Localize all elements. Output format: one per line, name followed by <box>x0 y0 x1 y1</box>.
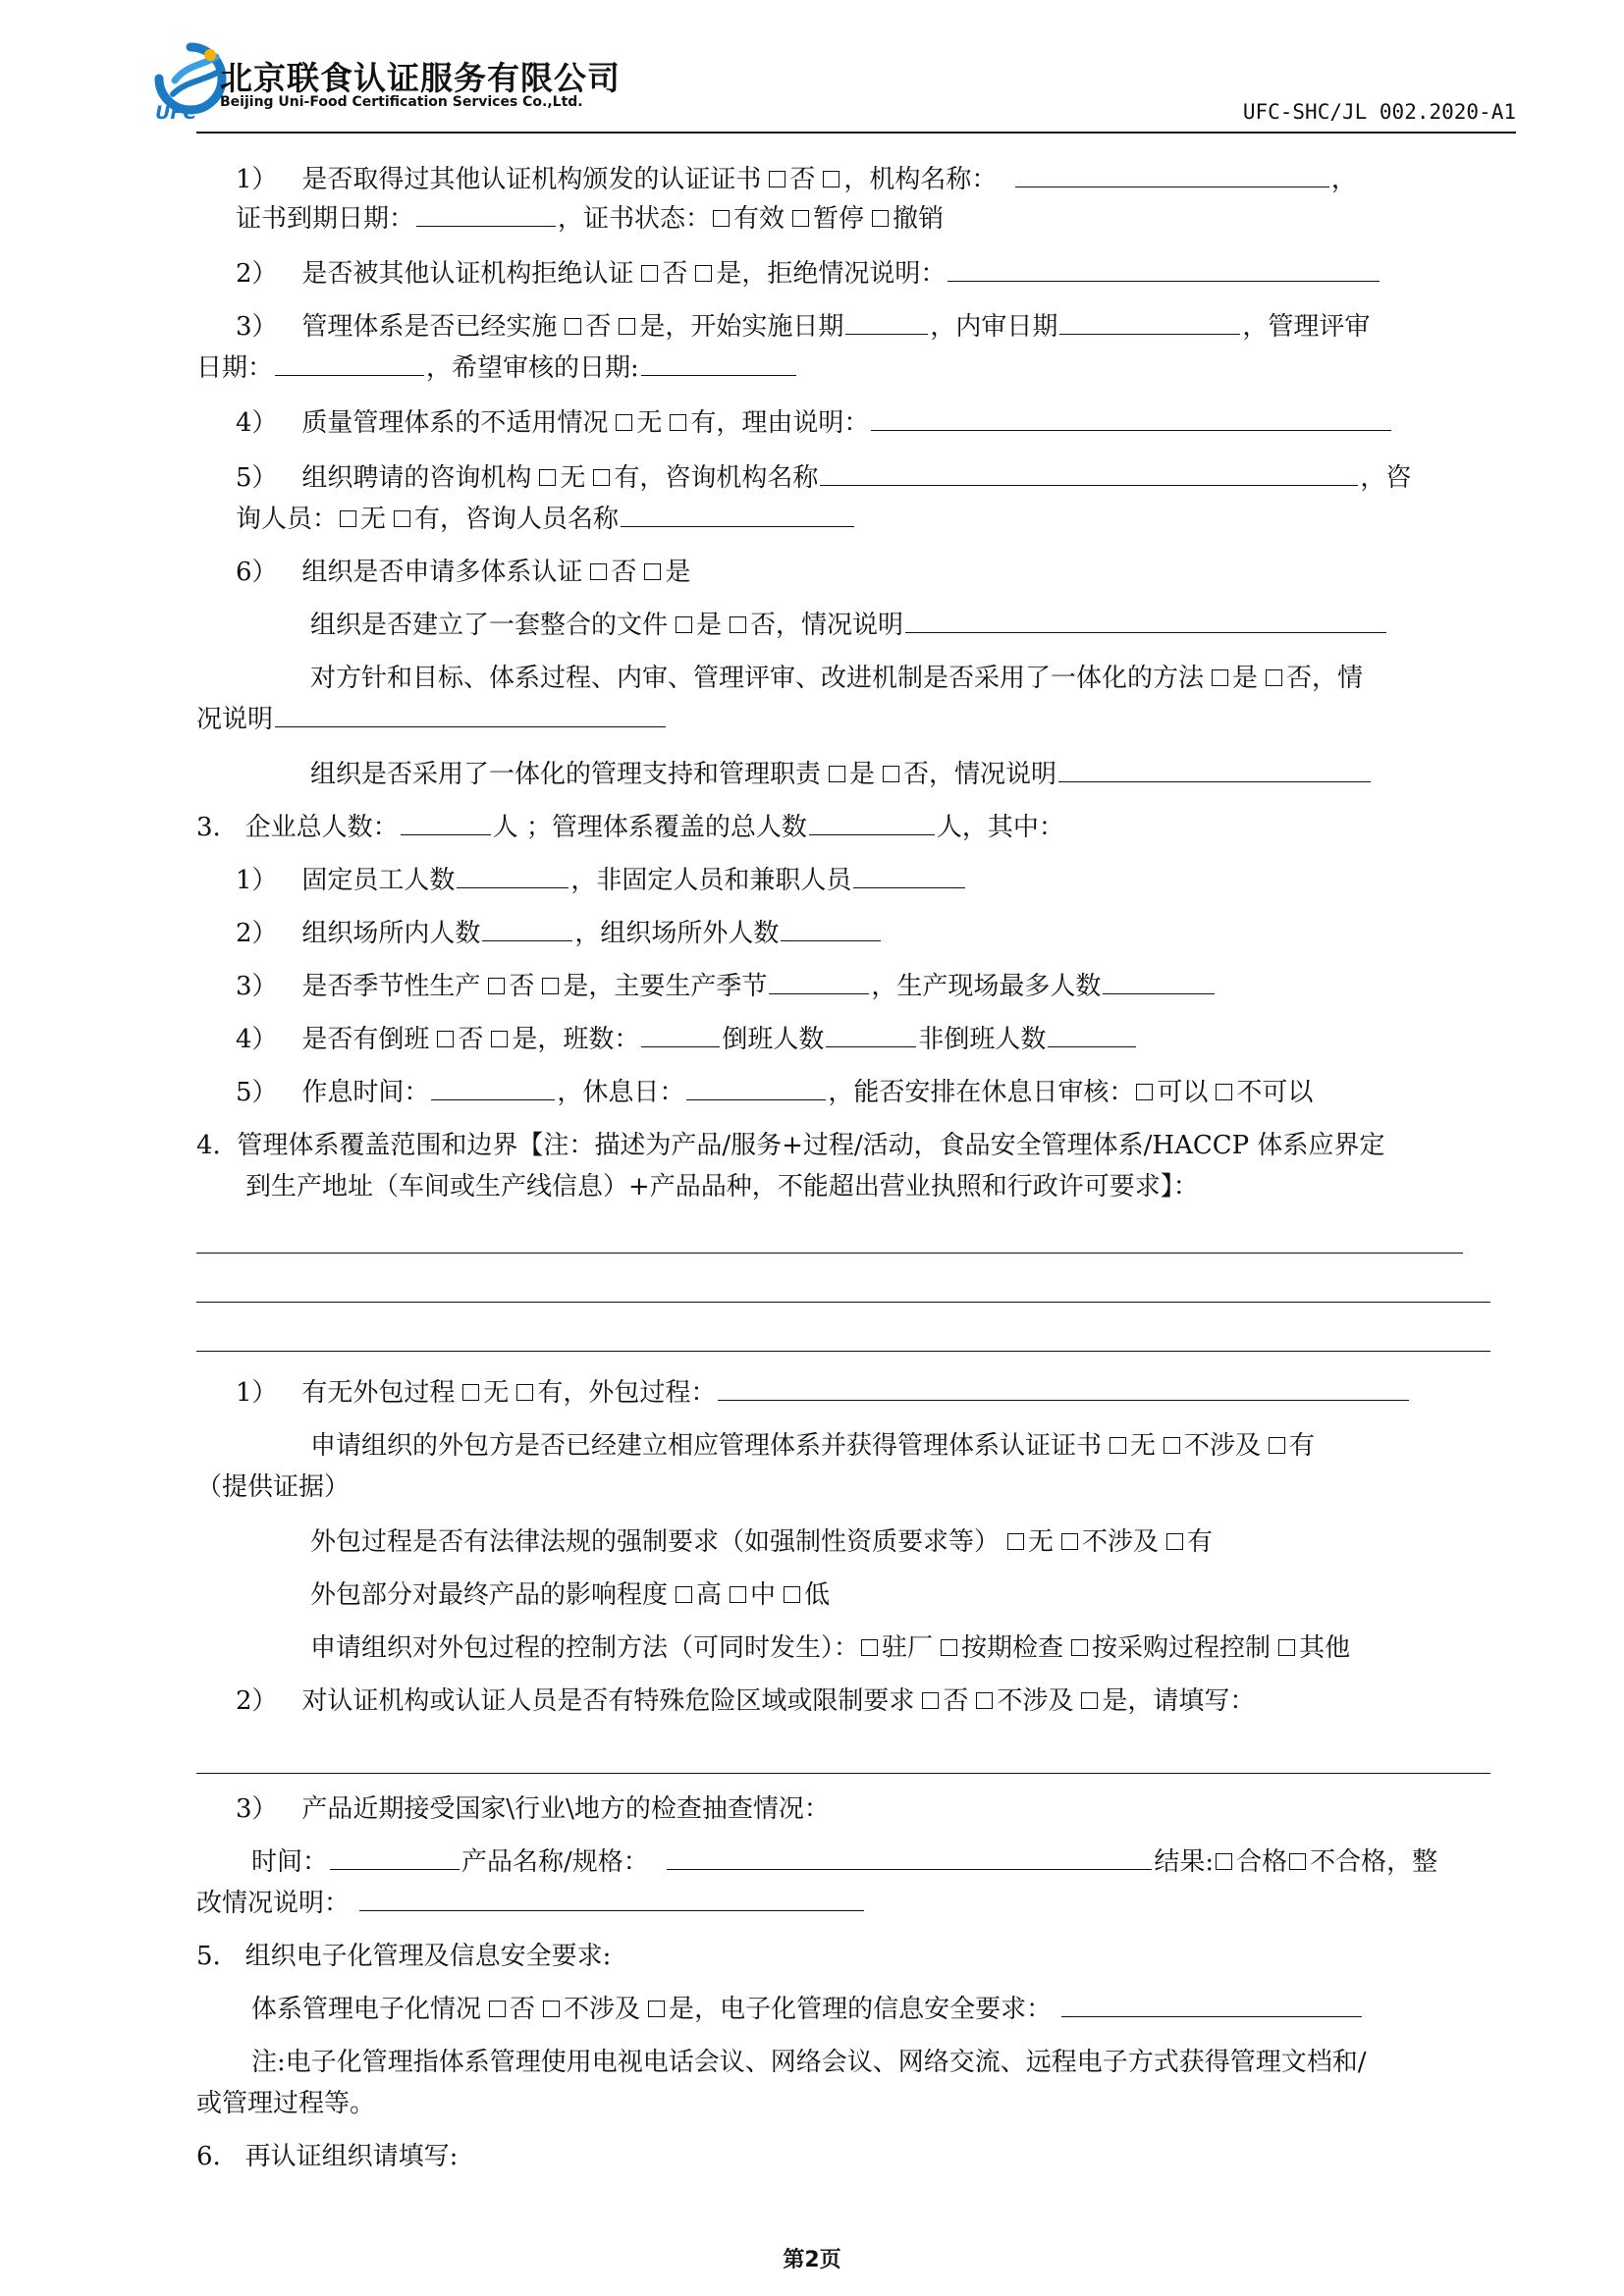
blank-field[interactable] <box>905 611 1386 633</box>
s2-item5-line1: 5） 组织聘请的咨询机构 无 有，咨询机构名称 ，咨 <box>236 463 1412 493</box>
checkbox[interactable] <box>676 1586 692 1603</box>
company-name-cn: 北京联食认证服务有限公司 <box>220 59 621 97</box>
checkbox[interactable] <box>976 1692 993 1709</box>
checkbox[interactable] <box>1081 1692 1098 1709</box>
s4-item3-line2: 时间： 产品名称/规格： 结果: 合格 不合格，整 <box>251 1847 1438 1877</box>
s4-header-line2: 到生产地址（车间或生产线信息）+产品品种，不能超出营业执照和行政许可要求】： <box>245 1172 1199 1201</box>
blank-field[interactable] <box>457 866 568 888</box>
checkbox[interactable] <box>1110 1437 1126 1454</box>
checkbox[interactable] <box>394 510 410 527</box>
checkbox[interactable] <box>941 1639 957 1656</box>
fill-line[interactable] <box>196 1302 1490 1303</box>
checkbox[interactable] <box>1289 1853 1306 1870</box>
blank-field[interactable] <box>871 408 1391 431</box>
blank-field[interactable] <box>1048 1025 1136 1047</box>
s5-note-line2: 或管理过程等。 <box>196 2089 376 2118</box>
s2-item6-a: 组织是否建立了一套整合的文件 是 否，情况说明 <box>310 609 1388 642</box>
checkbox[interactable] <box>565 318 581 335</box>
s2-item4: 4） 质量管理体系的不适用情况 无 有，理由说明： <box>236 406 1393 440</box>
s3-item2: 2） 组织场所内人数 ，组织场所外人数 <box>236 917 883 950</box>
s3-item4: 4） 是否有倒班 否 是，班数： 倒班人数 非倒班人数 <box>236 1023 1138 1056</box>
blank-field[interactable] <box>667 1847 1152 1870</box>
checkbox[interactable] <box>883 766 899 782</box>
blank-field[interactable] <box>1058 760 1371 782</box>
checkbox[interactable] <box>1061 1533 1078 1550</box>
s3-item3: 3） 是否季节性生产 否 是，主要生产季节 ，生产现场最多人数 <box>236 970 1217 1003</box>
checkbox[interactable] <box>590 563 607 580</box>
checkbox[interactable] <box>670 414 686 431</box>
s3-item5: 5） 作息时间： ，休息日： ，能否安排在休息日审核： 可以 不可以 <box>236 1078 1314 1107</box>
header-divider <box>196 132 1516 133</box>
checkbox[interactable] <box>644 563 661 580</box>
blank-field[interactable] <box>431 1078 555 1100</box>
checkbox[interactable] <box>730 1586 746 1603</box>
s3-item1: 1） 固定员工人数 ，非固定人员和兼职人员 <box>236 864 967 897</box>
checkbox[interactable] <box>489 2001 506 2017</box>
checkbox[interactable] <box>872 210 889 227</box>
checkbox[interactable] <box>1266 669 1282 686</box>
checkbox[interactable] <box>861 1639 878 1656</box>
s4-item3-line3: 改情况说明： <box>196 1887 866 1920</box>
blank-field[interactable] <box>1015 165 1329 187</box>
s2-item6: 6） 组织是否申请多体系认证 否 是 <box>236 558 691 587</box>
s5-question: 体系管理电子化情况 否 不涉及 是，电子化管理的信息安全要求： <box>251 1993 1364 2026</box>
blank-field[interactable] <box>1059 312 1240 335</box>
s2-item6-b-line2: 况说明 <box>196 703 668 736</box>
checkbox[interactable] <box>1269 1437 1285 1454</box>
fill-line[interactable] <box>196 1351 1490 1352</box>
checkbox[interactable] <box>437 1031 454 1047</box>
checkbox[interactable] <box>1216 1084 1232 1100</box>
s4-item1-c: 外包部分对最终产品的影响程度 高 中 低 <box>310 1580 831 1610</box>
checkbox[interactable] <box>1164 1437 1180 1454</box>
s4-item1: 1） 有无外包过程 无 有，外包过程： <box>236 1376 1411 1410</box>
blank-field[interactable] <box>416 204 556 227</box>
s2-item2: 2） 是否被其他认证机构拒绝认证 否 是，拒绝情况说明： <box>236 257 1381 291</box>
blank-field[interactable] <box>401 813 491 835</box>
blank-field[interactable] <box>947 259 1380 282</box>
blank-field[interactable] <box>330 1847 460 1870</box>
s2-item6-b-line1: 对方针和目标、体系过程、内审、管理评审、改进机制是否采用了一体化的方法 是 否，情 <box>310 664 1364 693</box>
s3-header: 3. 企业总人数： 人 ；管理体系覆盖的总人数 人，其中： <box>196 813 1064 842</box>
checkbox[interactable] <box>616 414 632 431</box>
checkbox[interactable] <box>1278 1639 1295 1656</box>
blank-field[interactable] <box>686 1078 826 1100</box>
checkbox[interactable] <box>713 210 730 227</box>
checkbox[interactable] <box>1007 1533 1024 1550</box>
checkbox[interactable] <box>829 766 845 782</box>
s5-header: 5. 组织电子化管理及信息安全要求: <box>196 1942 612 1971</box>
s4-item1-d: 申请组织对外包过程的控制方法（可同时发生）： 驻厂 按期检查 按采购过程控制 其他 <box>310 1633 1351 1663</box>
checkbox[interactable] <box>340 510 356 527</box>
checkbox[interactable] <box>1071 1639 1088 1656</box>
blank-field[interactable] <box>359 1889 864 1911</box>
logo-wordmark: UFC <box>155 102 197 124</box>
checkbox[interactable] <box>648 2001 665 2017</box>
checkbox[interactable] <box>491 1031 508 1047</box>
checkbox[interactable] <box>792 210 809 227</box>
s6-header: 6. 再认证组织请填写: <box>196 2142 459 2171</box>
page-number: 第2页 <box>783 2248 841 2272</box>
checkbox[interactable] <box>784 1586 800 1603</box>
blank-field[interactable] <box>1061 1995 1362 2017</box>
s2-item1-line2: 证书到期日期： ，证书状态： 有效 暂停 撤销 <box>236 204 945 234</box>
blank-field[interactable] <box>275 705 666 727</box>
checkbox[interactable] <box>922 1692 939 1709</box>
s2-item5-line2: 询人员： 无 有，咨询人员名称 <box>236 503 856 536</box>
checkbox[interactable] <box>676 616 692 633</box>
blank-field[interactable] <box>275 353 424 376</box>
checkbox[interactable] <box>1212 669 1228 686</box>
checkbox[interactable] <box>542 978 559 994</box>
document-code: UFC-SHC/JL 002.2020-A1 <box>1242 100 1516 124</box>
checkbox[interactable] <box>619 318 635 335</box>
s5-note-line1: 注:电子化管理指体系管理使用电视电话会议、网络会议、网络交流、远程电子方式获得管理文档和/ <box>251 2048 1367 2077</box>
checkbox[interactable] <box>695 265 712 282</box>
blank-field[interactable] <box>641 1025 720 1047</box>
checkbox[interactable] <box>730 616 746 633</box>
blank-field[interactable] <box>641 353 796 376</box>
blank-field[interactable] <box>853 866 965 888</box>
blank-field[interactable] <box>718 1378 1409 1401</box>
s2-item6-c: 组织是否采用了一体化的管理支持和管理职责 是 否，情况说明 <box>310 758 1373 791</box>
blank-field[interactable] <box>621 505 854 527</box>
company-name-en: Beijing Uni-Food Certification Services Co.,Ltd. <box>220 94 583 110</box>
s4-header-line1: 4. 管理体系覆盖范围和边界【注：描述为产品/服务+过程/活动，食品安全管理体系/HACCP 体系应界定 <box>196 1131 1385 1160</box>
checkbox[interactable] <box>1136 1084 1153 1100</box>
s4-item1-a-line1: 申请组织的外包方是否已经建立相应管理体系并获得管理体系认证证书 无 不涉及 有 <box>310 1431 1316 1461</box>
blank-field[interactable] <box>482 919 572 941</box>
checkbox[interactable] <box>543 2001 560 2017</box>
checkbox[interactable] <box>823 171 839 187</box>
checkbox[interactable] <box>769 171 785 187</box>
checkbox[interactable] <box>488 978 505 994</box>
blank-field[interactable] <box>1103 972 1215 994</box>
checkbox[interactable] <box>462 1384 479 1401</box>
fill-line[interactable] <box>196 1253 1463 1254</box>
checkbox[interactable] <box>516 1384 533 1401</box>
blank-field[interactable] <box>845 312 928 335</box>
fill-line[interactable] <box>196 1773 1490 1774</box>
s2-item3-line2: 日期： ，希望审核的日期: <box>196 351 798 385</box>
checkbox[interactable] <box>1216 1853 1232 1870</box>
blank-field[interactable] <box>781 919 881 941</box>
blank-field[interactable] <box>820 463 1358 486</box>
checkbox[interactable] <box>1166 1533 1183 1550</box>
s4-item1-b: 外包过程是否有法律法规的强制要求（如强制性资质要求等） 无 不涉及 有 <box>310 1527 1214 1557</box>
checkbox[interactable] <box>593 469 610 486</box>
s4-item1-a-line2: （提供证据） <box>196 1472 351 1502</box>
blank-field[interactable] <box>769 972 869 994</box>
s2-item1-line1: 1） 是否取得过其他认证机构颁发的认证证书 否 ，机构名称： ， <box>236 165 1357 194</box>
blank-field[interactable] <box>826 1025 916 1047</box>
s4-item2: 2） 对认证机构或认证人员是否有特殊危险区域或限制要求 否 不涉及 是，请填写： <box>236 1686 1256 1716</box>
checkbox[interactable] <box>539 469 556 486</box>
s4-item3: 3） 产品近期接受国家\行业\地方的检查抽查情况： <box>236 1794 830 1824</box>
blank-field[interactable] <box>809 813 935 835</box>
checkbox[interactable] <box>641 265 658 282</box>
s2-item3-line1: 3） 管理体系是否已经实施 否 是，开始实施日期 ，内审日期 ，管理评审 <box>236 312 1371 342</box>
